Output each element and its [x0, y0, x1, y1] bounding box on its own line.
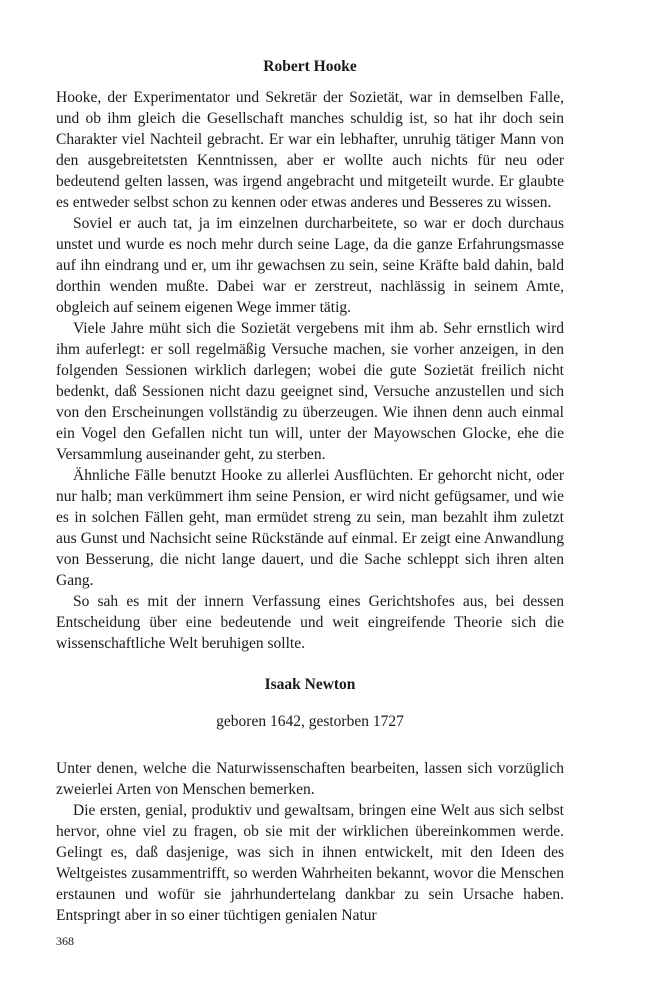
paragraph-hooke-3: Viele Jahre müht sich die Sozietät vergebens mit ihm ab. Sehr ernstlich wird ihm auferlegt: er soll regelmäßig Versuche machen, sie vorher anzeigen, in den folgenden Sessionen wirklich darlegen; wobei die gute Sozietät freilich nicht bedenkt, daß Sessionen nicht dazu geeignet sind, Versuche anzustellen und sich von den Erscheinungen vollständig zu überzeugen. Wie ihnen denn auch einmal ein Vogel den Gefallen nicht tun will, unter der Mayowschen Glocke, ehe die Versammlung auseinander geht, zu sterben.	[56, 320, 564, 463]
section-title-isaak-newton: Isaak Newton	[264, 676, 356, 693]
paragraph-newton-1: Unter denen, welche die Naturwissenschaften bearbeiten, lassen sich vorzüglich zweierlei Arten von Menschen bemerken.	[56, 760, 564, 798]
page-body	[56, 56, 564, 926]
paragraph-hooke-2: Soviel er auch tat, ja im einzelnen durcharbeitete, so war er doch durchaus unstet und wurde es noch mehr durch seine Lage, da die ganze Erfahrungsmasse auf ihn eindrang und er, um ihr gewachsen zu sein, seine Kräfte bald dahin, bald dorthin wenden mußte. Dabei war er zerstreut, nachlässig in seinem Amte, obgleich auf seinem eigenen Wege immer tätig.	[56, 215, 564, 316]
paragraph-newton-2: Die ersten, genial, produktiv und gewaltsam, bringen eine Welt aus sich selbst hervor, ohne viel zu fragen, ob sie mit der wirklichen übereinkommen werde. Gelingt es, daß dasjenige, was sich in ihnen entwickelt, mit den Ideen des Weltgeistes zusammentrifft, so werden Wahrheiten bekannt, wovor die Menschen erstaunen und wofür sie jahrhundertelang dankbar zu sein Ursache haben. Entspringt aber in so einer tüchtigen genialen Natur	[56, 802, 564, 924]
section-subtitle-dates: geboren 1642, gestorben 1727	[216, 713, 404, 730]
paragraph-hooke-5: So sah es mit der innern Verfassung eines Gerichtshofes aus, bei dessen Entscheidung über eine bedeutende und weit eingreifende Theorie sich die wissenschaftliche Welt beruhigen sollte.	[56, 593, 564, 652]
paragraph-hooke-1: Hooke, der Experimentator und Sekretär der Sozietät, war in demselben Falle, und ob ihm gleich die Gesellschaft manches schuldig ist, so hat ihr doch sein Charakter viel Nachteil gebracht. Er war ein lebhafter, unruhig tätiger Mann von den ausgebreitetsten Kenntnissen, aber er wollte auch nichts für neu oder bedeutend gelten lassen, was irgend angebracht und mitgeteilt wurde. Er glaubte es entweder selbst schon zu kennen oder etwas anderes und Besseres zu wissen.	[56, 89, 564, 211]
page-number: 368	[56, 934, 74, 948]
section-title-robert-hooke: Robert Hooke	[263, 58, 357, 75]
paragraph-hooke-4: Ähnliche Fälle benutzt Hooke zu allerlei Ausflüchten. Er gehorcht nicht, oder nur halb; man verkümmert ihm seine Pension, er wird nicht gefügsamer, und wie es in solchen Fällen geht, man ermüdet streng zu sein, man bezahlt ihm zuletzt aus Gunst und Nachsicht seine Rückstände auf einmal. Er zeigt eine Anwandlung von Besserung, die nicht lange dauert, und die Sache schleppt sich ihren alten Gang.	[56, 467, 564, 589]
